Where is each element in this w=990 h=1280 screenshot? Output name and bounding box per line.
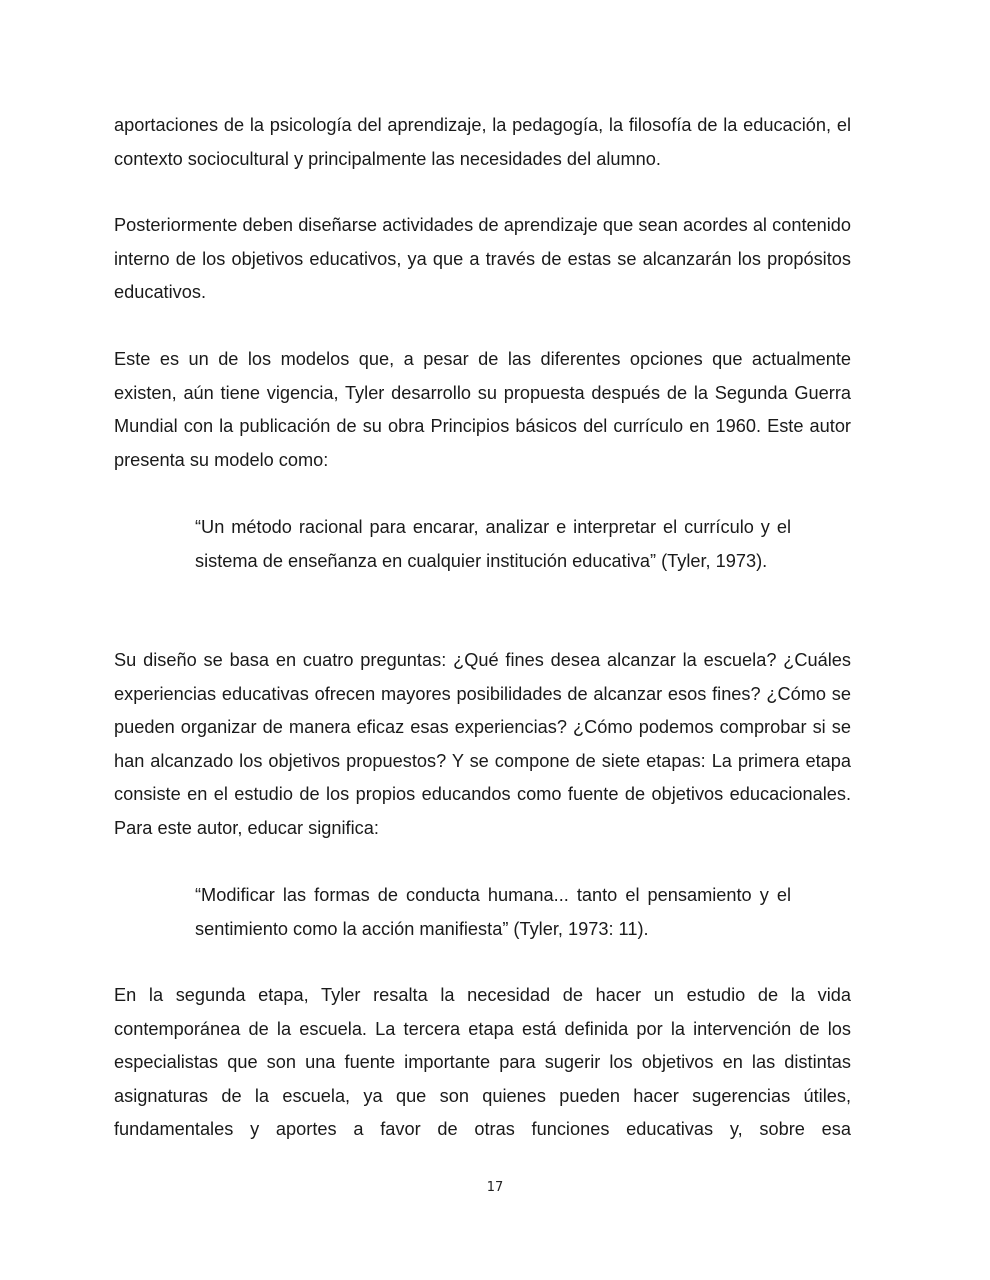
paragraph-4: Su diseño se basa en cuatro preguntas: ¿Qué fines desea alcanzar la escuela? ¿Cuáles experiencias educativas ofrecen mayores posibilidades de alcanzar esos fines? ¿Cómo se pueden organizar de manera eficaz esas experiencias? ¿Cómo podemos comprobar si se han alcanzado los objetivos propuestos? Y se compone de siete etapas: La primera etapa consiste en el estudio de los propios educandos como fuente de objetivos educacionales. Para este autor, educar significa:: [114, 650, 851, 838]
paragraph-3: Este es un de los modelos que, a pesar de las diferentes opciones que actualmente existen, aún tiene vigencia, Tyler desarrollo su propuesta después de la Segunda Guerra Mundial con la publicación de su obra Principios básicos del currículo en 1960. Este autor presenta su modelo como:: [114, 349, 851, 470]
paragraph-2: Posteriormente deben diseñarse actividades de aprendizaje que sean acordes al contenido interno de los objetivos educativos, ya que a través de estas se alcanzarán los propósitos educativos.: [114, 215, 851, 303]
paragraph-1: aportaciones de la psicología del aprendizaje, la pedagogía, la filosofía de la educación, el contexto sociocultural y principalmente las necesidades del alumno.: [114, 115, 851, 169]
block-quote-2: “Modificar las formas de conducta humana... tanto el pensamiento y el sentimiento como la acción manifiesta” (Tyler, 1973: 11).: [195, 885, 791, 939]
block-quote-1: “Un método racional para encarar, analizar e interpretar el currículo y el sistema de enseñanza en cualquier institución educativa” (Tyler, 1973).: [195, 517, 791, 571]
paragraph-5: En la segunda etapa, Tyler resalta la necesidad de hacer un estudio de la vida contemporánea de la escuela. La tercera etapa está definida por la intervención de los especialistas que son una fuente importante para sugerir los objetivos en las distintas asignaturas de la escuela, ya que son quienes pueden hacer sugerencias útiles, fundamentales y aportes a favor de otras funciones educativas y, sobre esa: [114, 985, 851, 1140]
page-number: 17: [486, 1180, 504, 1195]
